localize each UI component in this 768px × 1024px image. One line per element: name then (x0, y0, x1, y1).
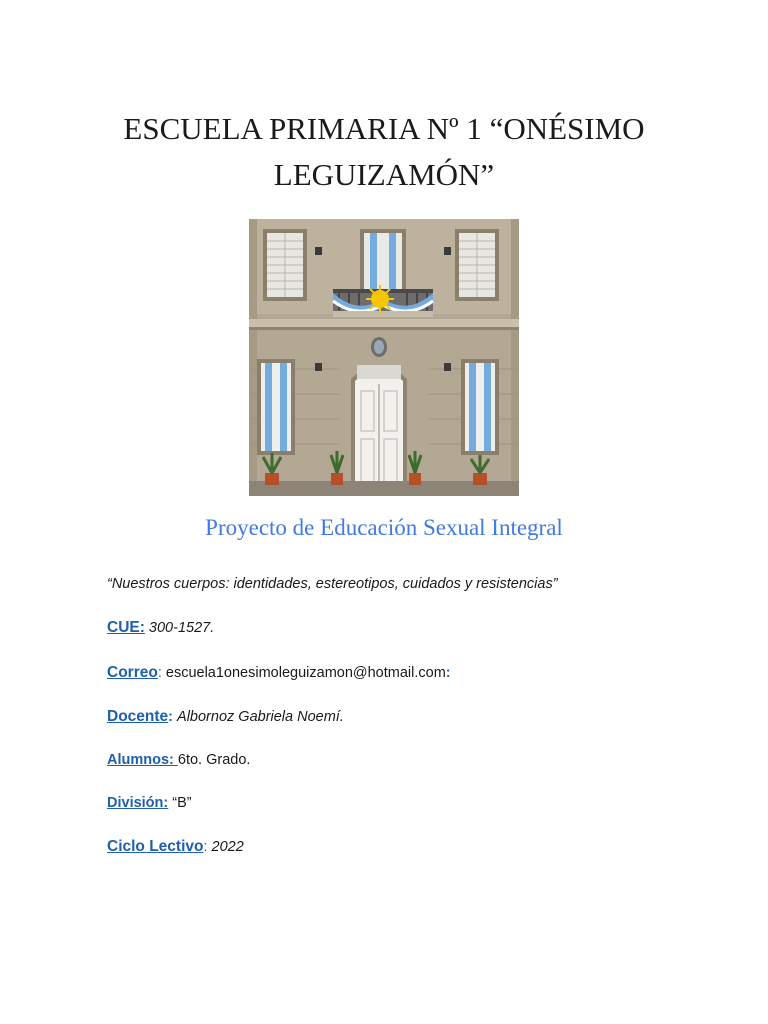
correo-value[interactable]: escuela1onesimoleguizamon@hotmail.com (165, 665, 446, 681)
division-value: “B” (172, 795, 192, 811)
project-title: Proyecto de Educación Sexual Integral (205, 515, 563, 540)
alumnos-value: 6to. Grado. (177, 752, 251, 768)
correo-label: Correo (107, 664, 158, 681)
field-cue (107, 619, 214, 637)
ciclo-separator: : (203, 839, 208, 855)
school-title-line-1: ESCUELA PRIMARIA Nº 1 “ONÉSIMO (123, 111, 645, 146)
project-motto: “Nuestros cuerpos: identidades, estereotipos, cuidados y resistencias” (107, 576, 558, 592)
correo-separator: : (157, 665, 162, 681)
division-label: División: (107, 795, 169, 811)
field-alumnos (107, 752, 250, 768)
school-title-line-2: LEGUIZAMÓN” (273, 157, 495, 192)
field-correo (107, 664, 451, 682)
correo-trailing-colon: : (445, 665, 451, 681)
school-building-photo (249, 219, 519, 496)
ciclo-value: 2022 (211, 839, 244, 855)
docente-separator: : (168, 709, 173, 725)
field-division (107, 795, 192, 811)
alumnos-label: Alumnos: (107, 752, 178, 768)
ciclo-label: Ciclo Lectivo (107, 838, 204, 855)
field-docente (107, 708, 344, 726)
field-ciclo-lectivo (107, 838, 244, 856)
cue-value: 300-1527. (148, 620, 215, 636)
cue-label: CUE: (107, 619, 145, 636)
docente-value: Albornoz Gabriela Noemí. (177, 709, 344, 725)
school-title (0, 106, 768, 198)
docente-label: Docente (107, 708, 169, 725)
